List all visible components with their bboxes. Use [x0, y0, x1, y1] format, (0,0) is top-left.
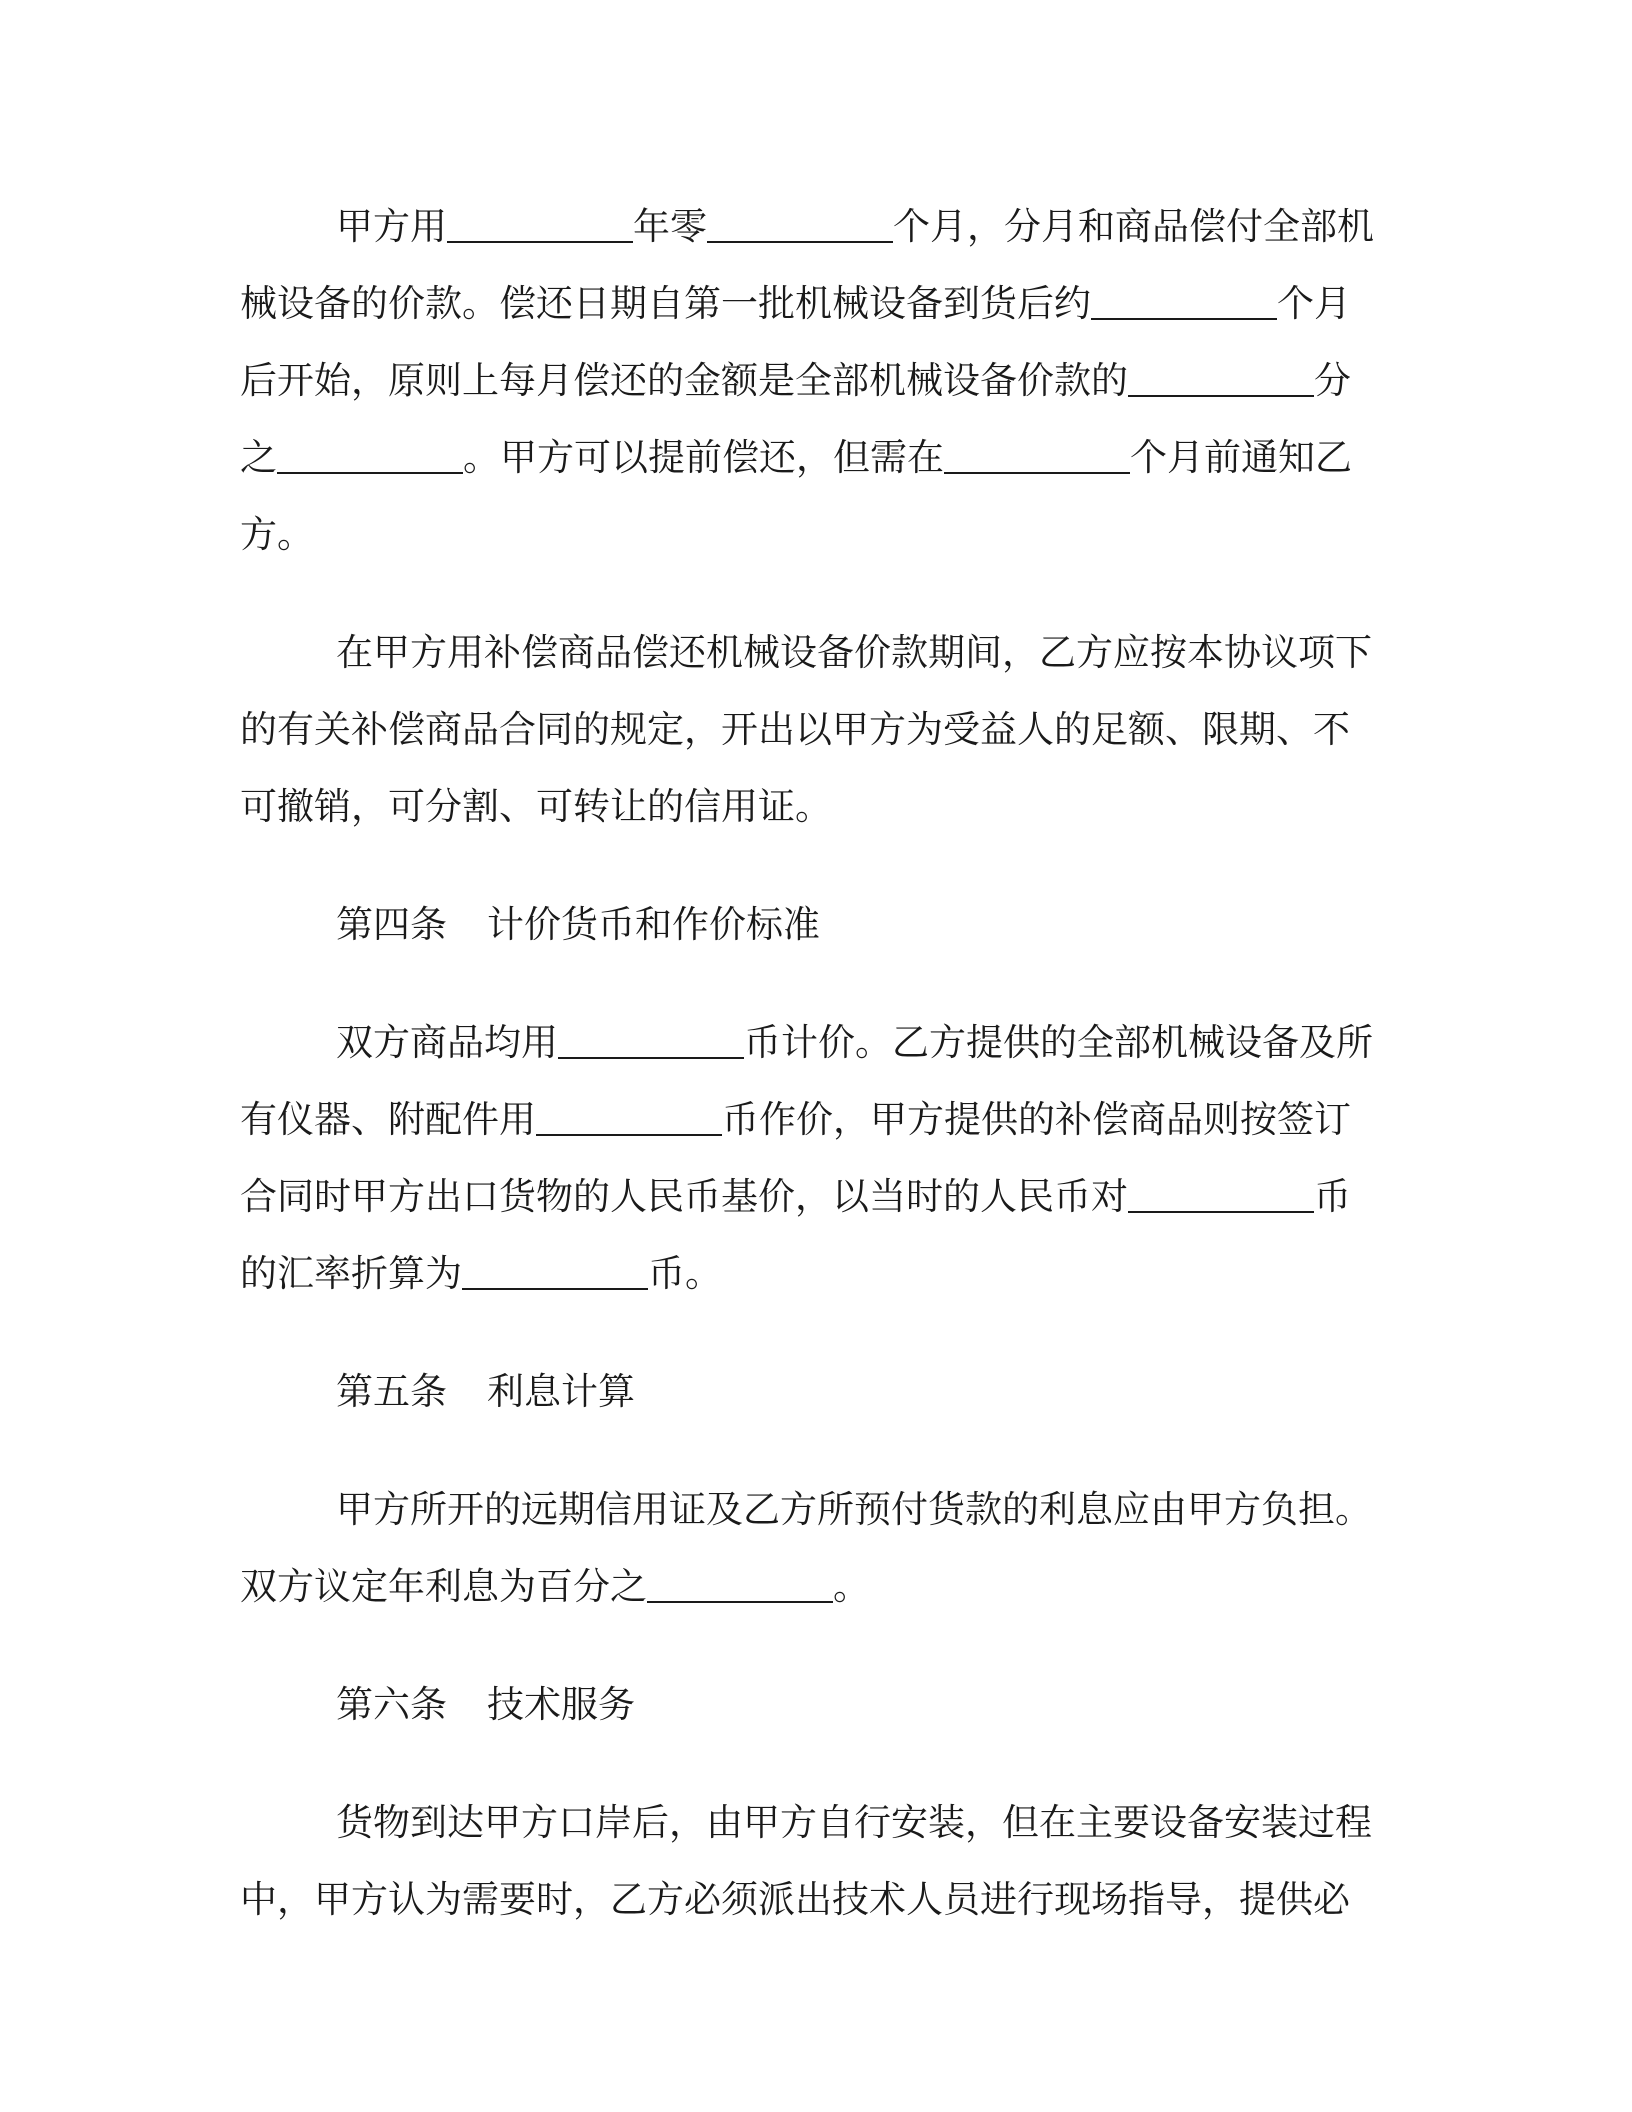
fill-in-blank[interactable]	[558, 1027, 744, 1059]
paragraph-line: 货物到达甲方口岸后，由甲方自行安装，但在主要设备安装过程	[336, 1801, 1372, 1844]
paragraph-line	[240, 1004, 1390, 1081]
paragraph-line: 甲方所开的远期信用证及乙方所预付货款的利息应由甲方负担。	[336, 1488, 1372, 1531]
text-run: 。甲方可以提前偿还，但需在	[463, 436, 944, 479]
article-heading	[240, 886, 1390, 963]
article-title: 利息计算	[487, 1370, 635, 1413]
paragraph-line	[240, 419, 1390, 496]
fill-in-blank[interactable]	[707, 211, 893, 243]
paragraph-line	[240, 496, 1390, 573]
text-run: 有仪器、附配件用	[240, 1098, 536, 1141]
paragraph-line	[240, 1158, 1390, 1235]
fill-in-blank[interactable]	[944, 442, 1130, 474]
text-run: 双方议定年利息为百分之	[240, 1565, 647, 1608]
fill-in-blank[interactable]	[1128, 1181, 1314, 1213]
paragraph-line	[240, 342, 1390, 419]
article-heading	[240, 1353, 1390, 1430]
text-run: 的汇率折算为	[240, 1252, 462, 1295]
fill-in-blank[interactable]	[1091, 288, 1277, 320]
text-run: 币作价，甲方提供的补偿商品则按签订	[722, 1098, 1351, 1141]
text-run: 后开始，原则上每月偿还的金额是全部机械设备价款的	[240, 359, 1128, 402]
text-run: 分	[1314, 359, 1351, 402]
text-run: 双方商品均用	[336, 1021, 558, 1064]
article-title: 计价货币和作价标准	[487, 903, 820, 946]
article-number: 第四条	[336, 903, 447, 946]
document-page	[240, 188, 1390, 1938]
text-run: 个月，分月和商品偿付全部机	[893, 205, 1374, 248]
fill-in-blank[interactable]	[277, 442, 463, 474]
text-run: 方。	[240, 513, 314, 556]
paragraph-line	[240, 1548, 1390, 1625]
paragraph-line: 可撤销，可分割、可转让的信用证。	[240, 785, 832, 828]
text-run: 年零	[633, 205, 707, 248]
text-run: 个月	[1277, 282, 1351, 325]
article-heading	[240, 1666, 1390, 1743]
paragraph-line: 在甲方用补偿商品偿还机械设备价款期间，乙方应按本协议项下	[336, 631, 1372, 674]
article-title: 技术服务	[487, 1683, 635, 1726]
text-run: 币。	[648, 1252, 722, 1295]
text-run: 币计价。乙方提供的全部机械设备及所	[744, 1021, 1373, 1064]
paragraph-line	[240, 1081, 1390, 1158]
text-run: 甲方用	[336, 205, 447, 248]
article-number: 第六条	[336, 1683, 447, 1726]
fill-in-blank[interactable]	[462, 1258, 648, 1290]
article-number: 第五条	[336, 1370, 447, 1413]
paragraph-line: 中，甲方认为需要时，乙方必须派出技术人员进行现场指导，提供必	[240, 1878, 1350, 1921]
paragraph-line	[240, 1235, 1390, 1312]
paragraph-line: 的有关补偿商品合同的规定，开出以甲方为受益人的足额、限期、不	[240, 708, 1350, 751]
text-run: 币	[1314, 1175, 1351, 1218]
paragraph-line	[240, 265, 1390, 342]
fill-in-blank[interactable]	[647, 1571, 833, 1603]
text-run: 。	[833, 1565, 870, 1608]
text-run: 械设备的价款。偿还日期自第一批机械设备到货后约	[240, 282, 1091, 325]
fill-in-blank[interactable]	[447, 211, 633, 243]
fill-in-blank[interactable]	[1128, 365, 1314, 397]
text-run: 合同时甲方出口货物的人民币基价，以当时的人民币对	[240, 1175, 1128, 1218]
paragraph-line	[240, 188, 1390, 265]
text-run: 之	[240, 436, 277, 479]
text-run: 个月前通知乙	[1130, 436, 1352, 479]
fill-in-blank[interactable]	[536, 1104, 722, 1136]
